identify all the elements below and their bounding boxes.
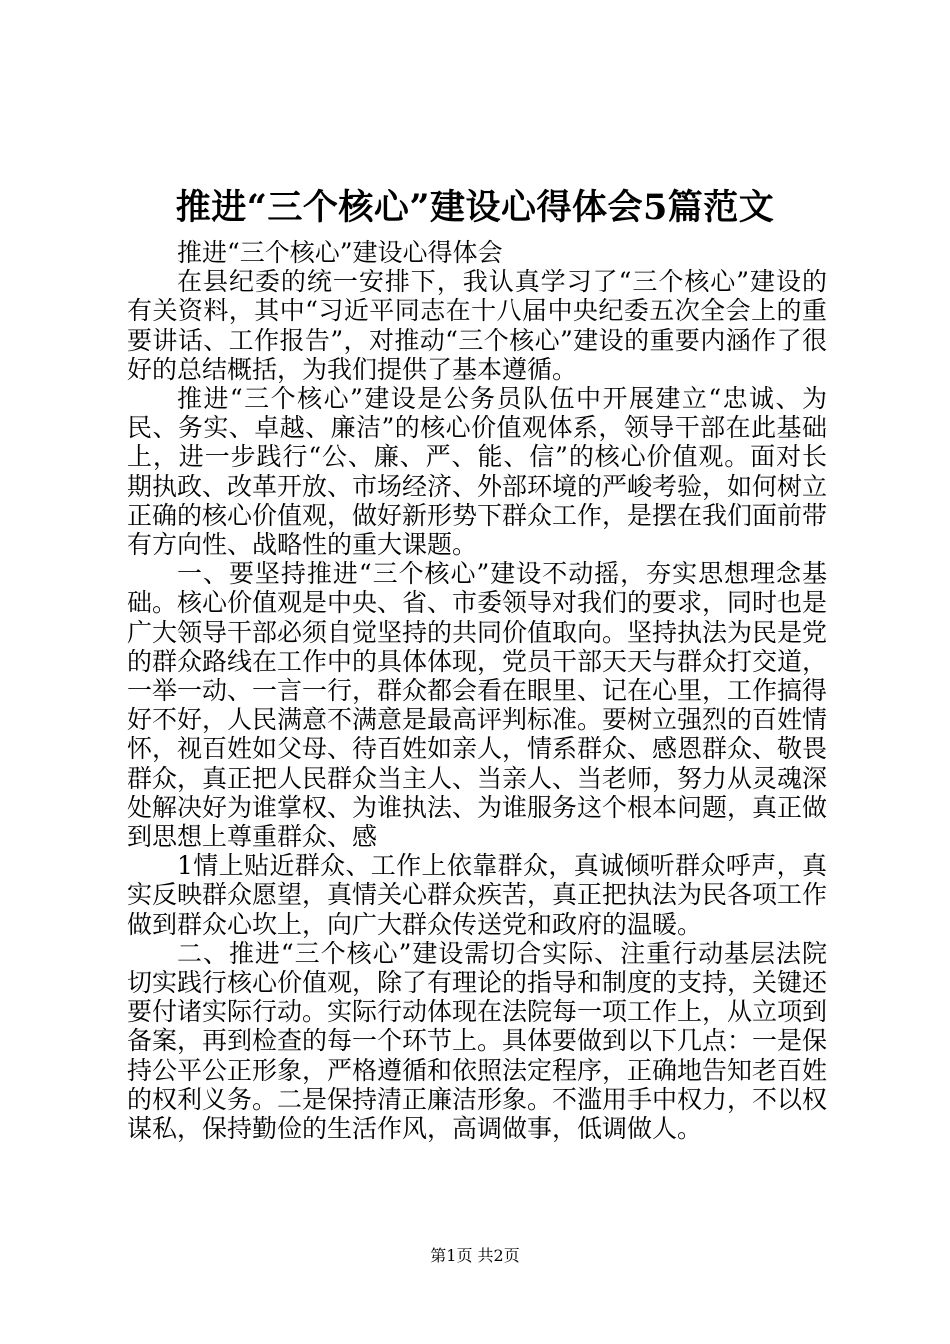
document-title: 推进“三个核心”建设心得体会5篇范文 [175,187,775,228]
page-number-footer: 第1页 共2页 [430,1246,520,1265]
paragraph-background: 推进“三个核心”建设是公务员队伍中开展建立“忠诚、为民、务实、卓越、廉洁”的核心价值观体系，领导干部在此基础上，进一步践行“公、廉、严、能、信”的核心价值观。面对长期执政、改革开放、市场经济、外部环境的严峻考验，如何树立正确的核心价值观，做好新形势下群众工作，是摆在我们面前带有方向性、战略性的重大课题。 [127,384,828,560]
paragraph-section-one: 一、要坚持推进“三个核心”建设不动摇，夯实思想理念基础。核心价值观是中央、省、市委领导对我们的要求，同时也是广大领导干部必须自觉坚持的共同价值取向。坚持执法为民是党的群众路线在工作中的具体体现，党员干部天天与群众打交道，一举一动、一言一行，群众都会看在眼里、记在心里，工作搞得好不好，人民满意不满意是最高评判标准。要树立强烈的百姓情怀，视百姓如父母、待百姓如亲人，情系群众、感恩群众、敬畏群众，真正把人民群众当主人、当亲人、当老师，努力从灵魂深处解决好为谁掌权、为谁执法、为谁服务这个根本问题，真正做到思想上尊重群众、感 [127,559,828,852]
document-body [127,238,827,1143]
paragraph-section-one-continued: 1情上贴近群众、工作上依靠群众，真诚倾听群众呼声，真实反映群众愿望，真情关心群众疾苦，真正把执法为民各项工作做到群众心坎上，向广大群众传送党和政府的温暖。 [127,851,828,939]
paragraph-subtitle: 推进“三个核心”建设心得体会 [177,238,503,267]
paragraph-section-two: 二、推进“三个核心”建设需切合实际、注重行动基层法院切实践行核心价值观，除了有理论的指导和制度的支持，关键还要付诸实际行动。实际行动体现在法院每一项工作上，从立项到备案，再到检查的每一个环节上。具体要做到以下几点：一是保持公平公正形象，严格遵循和依照法定程序，正确地告知老百姓的权利义务。二是保持清正廉洁形象。不滥用手中权力，不以权谋私，保持勤俭的生活作风，高调做事，低调做人。 [127,938,828,1144]
paragraph-intro: 在县纪委的统一安排下，我认真学习了“三个核心”建设的有关资料，其中“习近平同志在十八届中央纪委五次全会上的重要讲话、工作报告”，对推动“三个核心”建设的重要内涵作了很好的总结概括，为我们提供了基本遵循。 [127,267,827,384]
